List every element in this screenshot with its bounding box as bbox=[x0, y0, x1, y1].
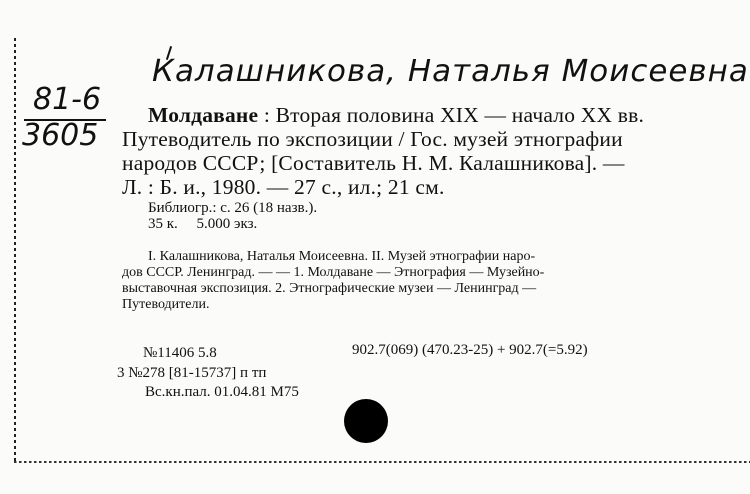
call-number-bottom: 3605 bbox=[22, 118, 99, 153]
card-bottom-edge bbox=[14, 461, 750, 463]
title-rest: : Вторая половина XIX — начало XX вв. bbox=[263, 103, 645, 127]
record-number: №11406 5.8 bbox=[143, 345, 217, 361]
subject-line-2: дов СССР. Ленинград. — — 1. Молдаване — Этнография — Музейно- bbox=[122, 265, 545, 280]
stamp-line: Вс.кн.пал. 01.04.81 М75 bbox=[145, 384, 299, 400]
price: 35 к. bbox=[148, 216, 178, 232]
body-line-3: Л. : Б. и., 1980. — 27 с., ил.; 21 см. bbox=[122, 175, 445, 199]
subject-line-1: I. Калашникова, Наталья Моисеевна. II. Музей этнографии наро- bbox=[148, 249, 536, 264]
price-copies bbox=[148, 216, 257, 233]
copies: 5.000 экз. bbox=[196, 216, 258, 232]
handwritten-author: Калашникова, Наталья Моисеевна bbox=[152, 54, 749, 89]
bibliography-note: Библиогр.: с. 26 (18 назв.). bbox=[148, 200, 318, 216]
subject-line-3: выставочная экспозиция. 2. Этнографические музеи — Ленинград — bbox=[122, 281, 537, 296]
subject-line-4: Путеводители. bbox=[122, 297, 210, 312]
order-line: 3 №278 [81-15737] п тп bbox=[117, 365, 267, 381]
call-number-top: 81-6 bbox=[33, 82, 102, 117]
body-line-1: Путеводитель по экспозиции / Гос. музей этнографии bbox=[122, 127, 623, 151]
body-line-2: народов СССР; [Составитель Н. М. Калашникова]. — bbox=[122, 151, 625, 175]
classification-codes: 902.7(069) (470.23-25) + 902.7(=5.92) bbox=[352, 342, 588, 358]
title-heading: Молдаване bbox=[148, 103, 259, 127]
card-left-edge bbox=[14, 38, 16, 462]
card-punch-hole bbox=[344, 399, 388, 443]
title-line bbox=[148, 103, 644, 128]
